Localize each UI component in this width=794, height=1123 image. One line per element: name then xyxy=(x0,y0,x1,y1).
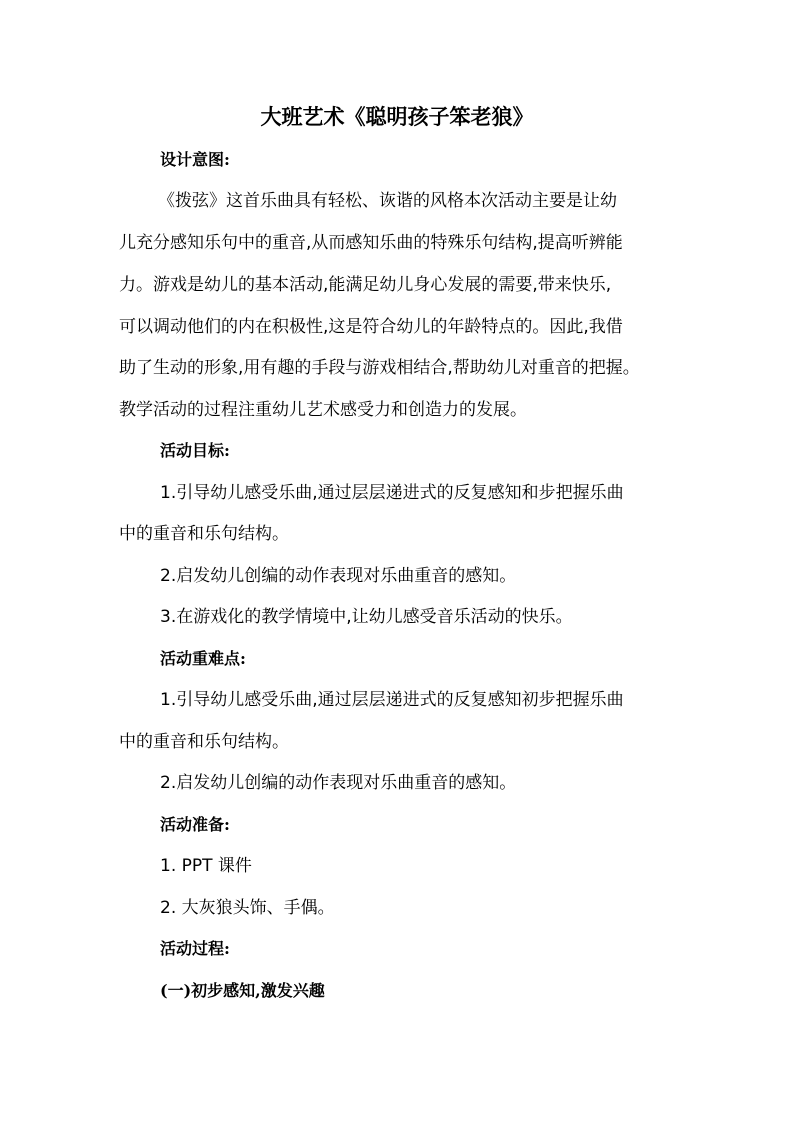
goal-item-continuation: 中的重音和乐句结构。 xyxy=(119,524,289,544)
design-intent-line: 助了生动的形象,用有趣的手段与游戏相结合,帮助幼儿对重音的把握。 xyxy=(119,358,640,378)
preparation-heading: 活动准备: xyxy=(160,815,230,834)
design-intent-line: 儿充分感知乐句中的重音,从而感知乐曲的特殊乐句结构,提高听辨能 xyxy=(119,233,623,253)
design-intent-heading: 设计意图: xyxy=(160,150,230,169)
key-point-item-continuation: 中的重音和乐句结构。 xyxy=(119,732,289,752)
process-heading: 活动过程: xyxy=(160,939,230,958)
goal-item: 1.引导幼儿感受乐曲,通过层层递进式的反复感知和步把握乐曲 xyxy=(160,483,624,503)
design-intent-line: 力。游戏是幼儿的基本活动,能满足幼儿身心发展的需要,带来快乐, xyxy=(119,275,612,295)
preparation-item: 1. PPT 课件 xyxy=(160,856,252,876)
goals-heading: 活动目标: xyxy=(160,441,230,460)
key-point-item: 2.启发幼儿创编的动作表现对乐曲重音的感知。 xyxy=(160,773,517,793)
design-intent-line: 《拨弦》这首乐曲具有轻松、诙谐的风格本次活动主要是让幼 xyxy=(158,191,617,211)
preparation-item: 2. 大灰狼头饰、手偶。 xyxy=(160,898,335,918)
key-points-heading: 活动重难点: xyxy=(160,649,246,668)
document-title: 大班艺术《聪明孩子笨老狼》 xyxy=(260,104,534,129)
process-step-heading: (一)初步感知,激发兴趣 xyxy=(160,981,325,1000)
goal-item: 2.启发幼儿创编的动作表现对乐曲重音的感知。 xyxy=(160,566,517,586)
design-intent-line: 教学活动的过程注重幼儿艺术感受力和创造力的发展。 xyxy=(119,400,527,420)
design-intent-line: 可以调动他们的内在积极性,这是符合幼儿的年龄特点的。因此,我借 xyxy=(119,317,623,337)
key-point-item: 1.引导幼儿感受乐曲,通过层层递进式的反复感知初步把握乐曲 xyxy=(160,690,624,710)
goal-item: 3.在游戏化的教学情境中,让幼儿感受音乐活动的快乐。 xyxy=(160,607,573,627)
